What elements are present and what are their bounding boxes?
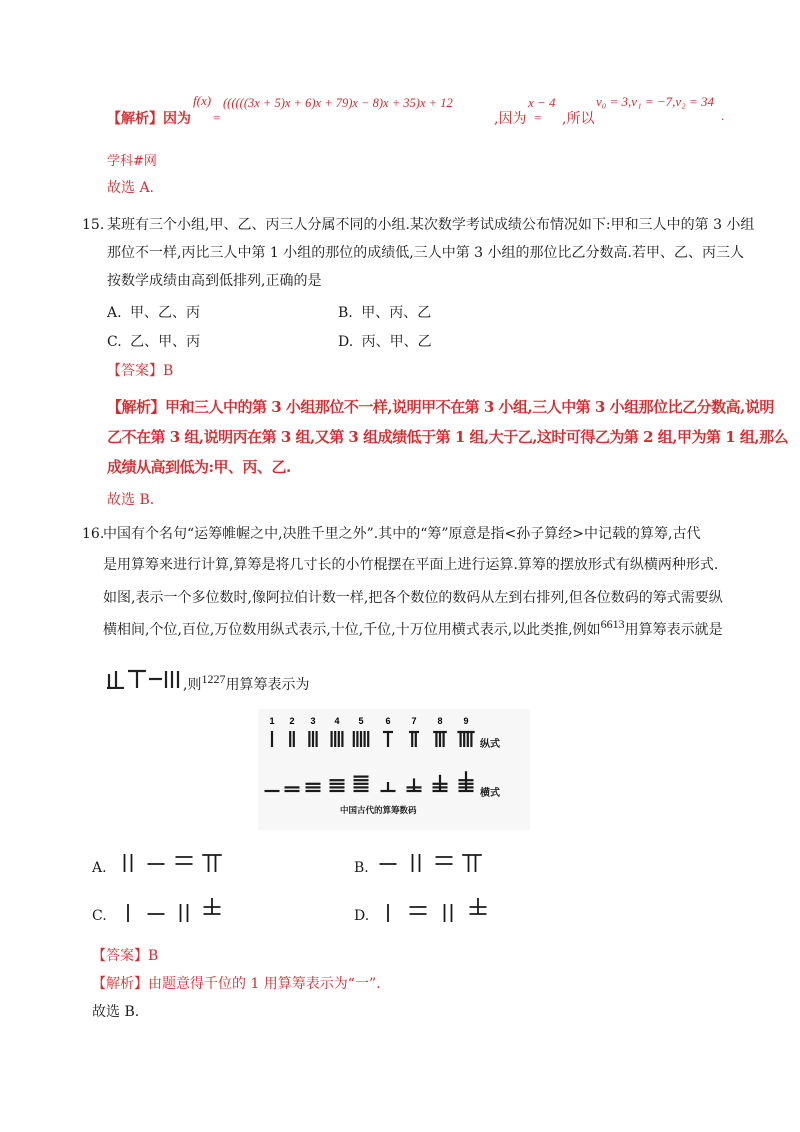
q15-stem-line-3: 按数学成绩由高到低排列,正确的是: [107, 273, 322, 289]
digit-label: 4: [334, 716, 340, 726]
q16-stem-line-1: 中国有个名句“运筹帷幄之中,决胜千里之外”.其中的“筹”原意是指<孙子算经>中记载的算筹,古代: [103, 526, 701, 542]
counting-rod-figure: [258, 709, 530, 830]
then-text: ,则: [183, 677, 202, 693]
option-text: 甲、乙、丙: [130, 305, 201, 321]
option-letter: C.: [107, 334, 122, 350]
q15-analysis-line-3: 成绩从高到低为:甲、丙、乙.: [107, 458, 291, 476]
option-text: 乙、甲、丙: [130, 334, 201, 350]
q15-answer: 【答案】B: [107, 363, 174, 379]
option-letter: A.: [107, 305, 122, 321]
q14-x-value: x − 4: [528, 95, 556, 110]
q16-option-b[interactable]: [378, 848, 508, 878]
watermark-text: 学科#网: [107, 154, 157, 169]
q14-end-dot: .: [721, 108, 725, 123]
q15-stem-line-1: 某班有三个小组,甲、乙、丙三人分属不同的小组.某次数学考试成绩公布情况如下:甲和三人中的第 3 小组: [107, 217, 755, 233]
option-text: 甲、丙、乙: [361, 305, 432, 321]
q16-then-line: [183, 672, 310, 695]
q14-mid-text: ,因为: [494, 111, 527, 127]
digit-label: 7: [411, 716, 417, 726]
q14-horner-expression: ((((((3x + 5)x + 6)x + 79)x − 8)x + 35)x + 12: [223, 96, 453, 110]
q15-analysis-line-1: 【解析】甲和三人中的第 3 小组那位不一样,说明甲不在第 3 小组,三人中第 3 小组那位比乙分数高,说明: [107, 398, 774, 416]
digit-label: 1: [269, 716, 275, 726]
digit-label: 5: [358, 716, 364, 726]
digit-label: 3: [310, 716, 316, 726]
option-text: 丙、甲、乙: [361, 334, 432, 350]
q16-answer: 【答案】B: [92, 948, 159, 964]
digit-label: 6: [385, 716, 391, 726]
q16-option-a-letter: A.: [92, 860, 107, 876]
option-letter: B.: [338, 305, 353, 321]
digit-label: 8: [437, 716, 443, 726]
q16-option-a[interactable]: [118, 848, 248, 878]
q14-fx-lhs: f(x): [193, 93, 212, 108]
horizontal-form-label: 横式: [480, 788, 500, 799]
q15-option-a[interactable]: [107, 303, 200, 323]
q16-option-d[interactable]: [378, 898, 518, 928]
q15-option-c[interactable]: [107, 332, 200, 352]
q16-number: 16.: [82, 526, 105, 542]
example-number: 6613: [600, 617, 625, 631]
target-number: 1227: [201, 672, 226, 686]
q14-analysis-prefix: 【解析】因为: [107, 111, 191, 127]
q15-stem-line-2: 那位不一样,丙比三人中第 1 小组的那位的成绩低,三人中第 3 小组的那位比乙分数高.若甲、乙、丙三人: [107, 245, 744, 261]
q15-number: 15.: [82, 217, 105, 233]
q16-conclusion: 故选 B.: [92, 1004, 140, 1020]
q15-conclusion: 故选 B.: [107, 492, 155, 508]
q16-stem-line-4: [103, 617, 723, 640]
q16-option-c-letter: C.: [92, 908, 107, 924]
q14-so-text: ,所以: [562, 111, 595, 127]
q14-conclusion: 故选 A.: [107, 180, 155, 196]
q14-eq2: =: [534, 110, 542, 125]
q16-stem-line-2: 是用算筹来进行计算,算筹是将几寸长的小竹棍摆在平面上进行运算.算筹的摆放形式有纵横两种形式.: [103, 557, 719, 573]
q14-v-values: v₀ = 3,v₁ = −7,v₂ = 34: [596, 94, 714, 109]
q15-option-d[interactable]: [338, 332, 432, 352]
q16-analysis: 【解析】由题意得千位的 1 用算筹表示为“一”.: [92, 976, 381, 992]
q16-stem-line-3: 如图,表示一个多位数时,像阿拉伯计数一样,把各个数位的数码从左到右排列,但各位数码的筹式需要纵: [103, 590, 723, 606]
digit-label: 9: [463, 716, 469, 726]
digit-label: 2: [289, 716, 295, 726]
q15-analysis-line-2: 乙不在第 3 组,说明丙在第 3 组,又第 3 组成绩低于第 1 组,大于乙,这时可得乙为第 2 组,甲为第 1 组,那么: [107, 428, 789, 446]
figure-caption: 中国古代的算筹数码: [340, 806, 417, 816]
q16-option-d-letter: D.: [354, 908, 370, 924]
then-suffix: 用算筹表示为: [225, 677, 310, 693]
q16-option-b-letter: B.: [354, 860, 369, 876]
stem-text: 横相间,个位,百位,万位数用纵式表示,十位,千位,十万位用横式表示,以此类推,例如: [103, 622, 601, 638]
vertical-form-label: 纵式: [480, 739, 500, 750]
q14-eq1: =: [213, 110, 221, 125]
q16-option-c[interactable]: [118, 898, 248, 928]
option-letter: D.: [338, 334, 354, 350]
q15-option-b[interactable]: [338, 303, 431, 323]
stem-text-suffix: 用算筹表示就是: [624, 622, 723, 638]
example-rod-numeral: [106, 667, 184, 689]
